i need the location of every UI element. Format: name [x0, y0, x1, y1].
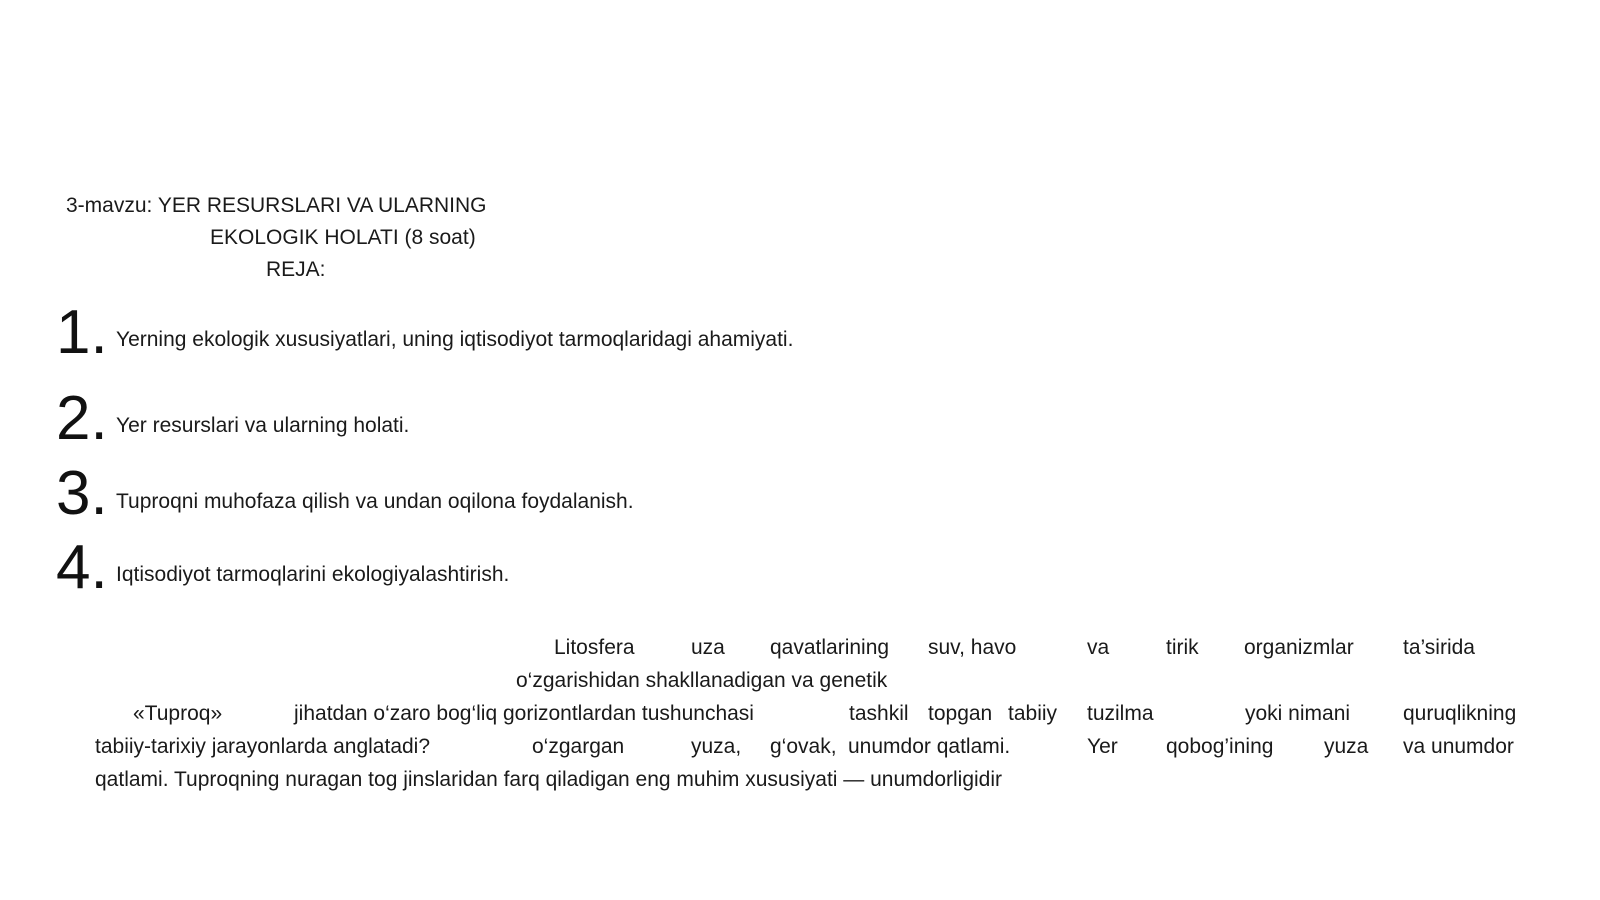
paragraph-word: qavatlarining — [770, 636, 890, 659]
paragraph-word: topgan — [928, 702, 993, 725]
plan-item-number: 2. — [56, 384, 108, 453]
plan-item — [56, 459, 108, 528]
paragraph-word: quruqlikning — [1403, 702, 1517, 725]
plan-heading: REJA: — [266, 258, 326, 281]
paragraph-word: tashkil — [849, 702, 909, 725]
paragraph-word: Litosfera — [554, 636, 635, 659]
plan-item-text: Yer resurslari va ularning holati. — [116, 414, 410, 437]
paragraph-word: organizmlar — [1244, 636, 1354, 659]
paragraph-word: va — [1087, 636, 1110, 659]
paragraph-word: yoki nimani — [1245, 702, 1351, 725]
paragraph-word: va unumdor — [1403, 735, 1514, 758]
paragraph-word: Yer — [1087, 735, 1118, 758]
topic-title-line1: 3-mavzu: YER RESURSLARI VA ULARNING — [66, 194, 487, 217]
plan-item-number: 4. — [56, 533, 108, 602]
plan-item — [56, 298, 108, 367]
paragraph-line: o‘zgarishidan shakllanadigan va genetik — [516, 669, 888, 692]
plan-item-number: 3. — [56, 459, 108, 528]
paragraph-word: ta’sirida — [1403, 636, 1475, 659]
paragraph-word: uza — [691, 636, 725, 659]
paragraph-word: yuza — [1324, 735, 1369, 758]
paragraph-word: tabiiy — [1008, 702, 1058, 725]
paragraph-word: «Tuproq» — [133, 702, 223, 725]
plan-item — [56, 533, 108, 602]
paragraph-word: tabiiy-tarixiy jarayonlarda anglatadi? — [95, 735, 431, 758]
plan-item-text: Yerning ekologik xususiyatlari, uning iqtisodiyot tarmoqlaridagi ahamiyati. — [116, 328, 794, 351]
paragraph-word: tirik — [1166, 636, 1199, 659]
paragraph-word: o‘zgargan — [532, 735, 625, 758]
paragraph-line: qatlami. Tuproqning nuragan tog jinslaridan farq qiladigan eng muhim xususiyati — unumdorligidir — [95, 768, 1003, 791]
paragraph-word: yuza, — [691, 735, 742, 758]
paragraph-word: jihatdan o‘zaro bog‘liq gorizontlardan tushunchasi — [294, 702, 754, 725]
paragraph-word: unumdor qatlami. — [848, 735, 1011, 758]
plan-item-text: Iqtisodiyot tarmoqlarini ekologiyalashtirish. — [116, 563, 510, 586]
plan-item-text: Tuproqni muhofaza qilish va undan oqilona foydalanish. — [116, 490, 634, 513]
paragraph-word: g‘ovak, — [770, 735, 837, 758]
paragraph-word: qobog’ining — [1166, 735, 1274, 758]
plan-item-number: 1. — [56, 298, 108, 367]
paragraph-word: tuzilma — [1087, 702, 1154, 725]
topic-title-line2: EKOLOGIK HOLATI (8 soat) — [210, 226, 476, 249]
plan-item — [56, 384, 108, 453]
paragraph-word: suv, havo — [928, 636, 1017, 659]
